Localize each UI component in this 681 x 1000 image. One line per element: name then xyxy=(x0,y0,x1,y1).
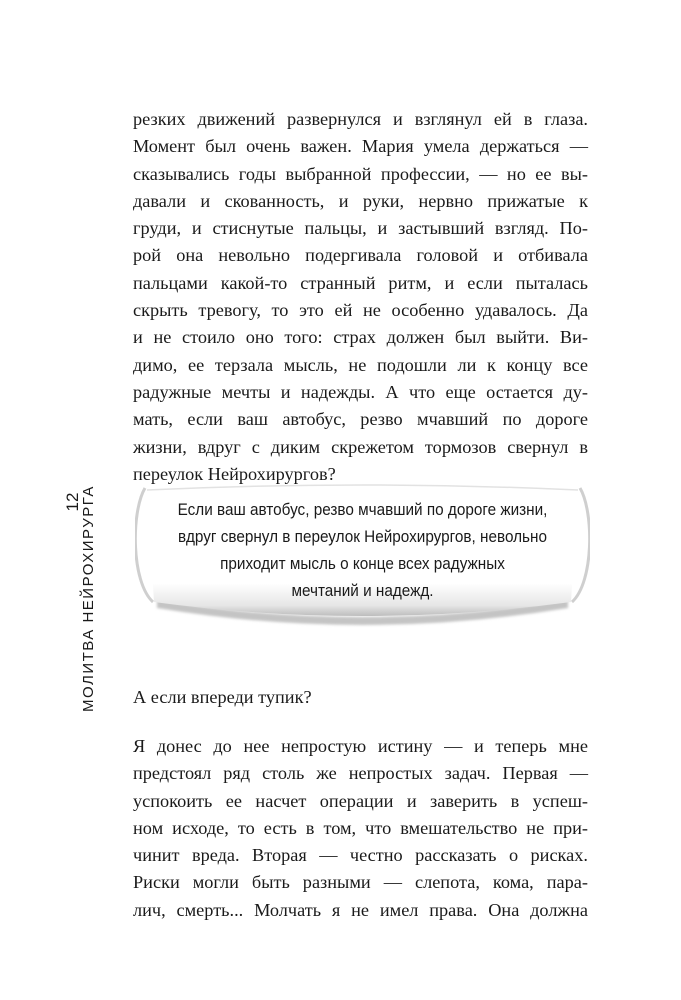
text-line: пальцами какой-то странный ритм, и если пыталась xyxy=(133,272,588,293)
text-line: резких движений развернулся и взглянул ей в глаза. xyxy=(133,109,588,129)
section-heading: А если впереди тупик? xyxy=(133,687,312,707)
text-line: Момент был очень важен. Мария умела держаться — xyxy=(133,136,588,157)
quote-line: вдруг свернул в переулок Нейрохирургов, невольно xyxy=(178,527,547,546)
text-line: сказывались годы выбранной профессии, — но ее вы- xyxy=(133,163,588,184)
running-title: МОЛИТВА НЕЙРОХИРУРГА xyxy=(80,485,97,712)
text-line: рой она невольно подергивала головой и отбивала xyxy=(133,245,588,266)
paragraph-1 xyxy=(133,106,588,488)
quote-line: мечтаний и надежд. xyxy=(291,581,434,600)
paragraph-2 xyxy=(133,733,588,924)
text-line: предстоял ряд столь же непростых задач. Первая — xyxy=(133,763,588,784)
text-line: давали и скованность, и руки, нервно прижатые к xyxy=(133,190,588,211)
quote-line: Если ваш автобус, резво мчавший по дороге жизни, xyxy=(177,500,548,519)
text-line: лич, смерть... Молчать я не имел права. Она должна xyxy=(133,899,588,920)
text-line: и не стоило оно того: страх должен был выйти. Ви- xyxy=(133,327,588,348)
text-line: мать, если ваш автобус, резво мчавший по дороге xyxy=(133,409,588,430)
text-line: чинит вреда. Вторая — честно рассказать о рисках. xyxy=(133,845,588,866)
text-line: переулок Нейрохирургов? xyxy=(133,463,336,484)
text-line: скрыть тревогу, то это ей не особенно удавалось. Да xyxy=(133,300,588,321)
text-line: радужные мечты и надежды. А что еще остается ду- xyxy=(133,381,588,402)
text-line: успокоить ее насчет операции и заверить в успеш- xyxy=(133,790,588,811)
text-line: Я донес до нее непростую истину — и теперь мне xyxy=(133,736,588,756)
text-line: Риски могли быть разными — слепота, кома, пара- xyxy=(133,872,588,893)
page-number: 12 xyxy=(63,492,82,512)
text-line: димо, ее терзала мысль, не подошли ли к концу все xyxy=(133,354,588,375)
quote-line: приходит мысль о конце всех радужных xyxy=(220,554,505,573)
text-line: груди, и стиснутые пальцы, и застывший взгляд. По- xyxy=(133,218,588,239)
text-line: ном исходе, то есть в том, что вмешательство не при- xyxy=(133,817,588,838)
pull-quote-text xyxy=(158,496,568,604)
pull-quote-mask xyxy=(135,482,590,632)
text-line: жизни, вдруг с диким скрежетом тормозов свернул в xyxy=(133,436,588,457)
